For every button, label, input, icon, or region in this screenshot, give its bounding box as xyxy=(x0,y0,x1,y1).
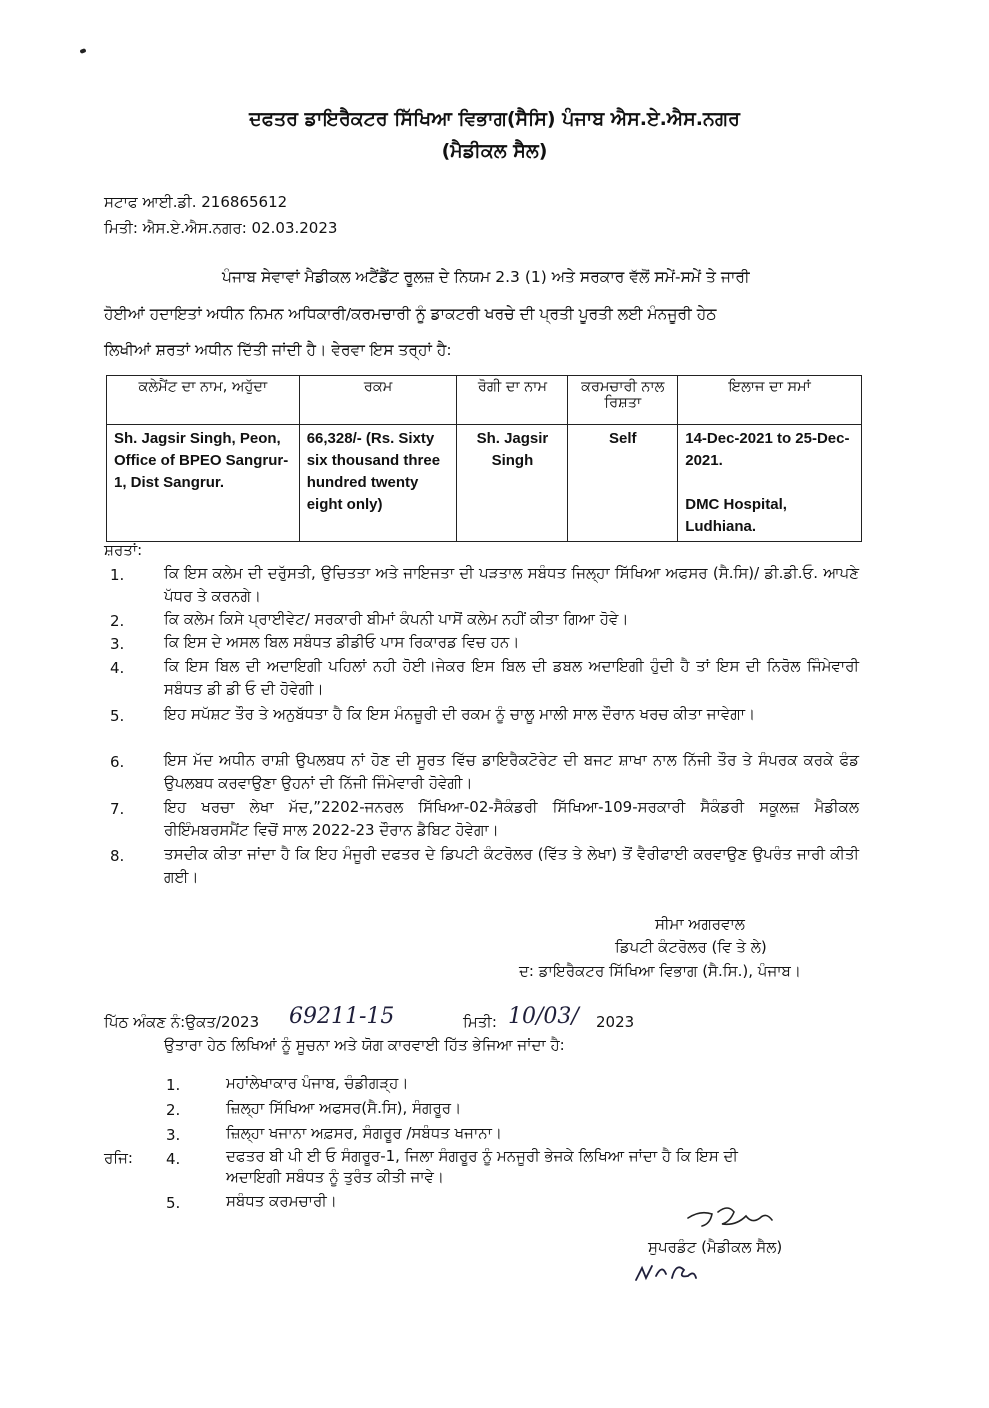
issue-date: ਮਿਤੀ: ਐਸ.ਏ.ਐਸ.ਨਗਰ: 02.03.2023 xyxy=(104,219,338,237)
copy-number: 4. xyxy=(166,1150,181,1168)
condition-text: ਕਿ ਕਲੇਮ ਕਿਸੇ ਪ੍ਰਾਈਵੇਟ/ ਸਰਕਾਰੀ ਬੀਮਾਂ ਕੰਪਨੀ ਪਾਸੋਂ ਕਲੇਮ ਨਹੀਂ ਕੀਤਾ ਗਿਆ ਹੋਵੇ। xyxy=(164,610,629,628)
condition-text: ਇਸ ਮੱਦ ਅਧੀਨ ਰਾਸ਼ੀ ਉਪਲਬਧ ਨਾਂ ਹੋਣ ਦੀ ਸੂਰਤ ਵਿੱਚ ਡਾਇਰੈਕਟੋਰੇਟ ਦੀ ਬਜਟ ਸ਼ਾਖਾ ਨਾਲ ਨਿੱਜੀ ਤੌਰ ਤੇ ਸੰਪਰਕ ਕਰਕੇ ਫੰਡ ਉਪਲਬਧ ਕਰਵਾਉਣਾ ਉਹਨਾਂ ਦੀ ਨਿੱਜੀ ਜਿੰਮੇਵਾਰੀ ਹੋਵੇਗੀ। xyxy=(164,751,859,792)
copy-recipient: ਦਫਤਰ ਬੀ ਪੀ ਈ ਓ ਸੰਗਰੂਰ-1, ਜਿਲਾ ਸੰਗਰੂਰ ਨੂੰ ਮਨਜੂਰੀ ਭੇਜਕੇ ਲਿਖਿਆ ਜਾਂਦਾ ਹੈ ਕਿ ਇਸ ਦੀ xyxy=(226,1147,738,1165)
cell-title: (ਮੈਡੀਕਲ ਸੈਲ) xyxy=(441,140,548,162)
table-header-row xyxy=(107,376,862,425)
conditions-heading: ਸ਼ਰਤਾਂ: xyxy=(104,541,143,559)
condition-text: ਇਹ ਖਰਚਾ ਲੇਖਾ ਮੱਦ,”2202-ਜਨਰਲ ਸਿੱਖਿਆ-02-ਸੈਕੰਡਰੀ ਸਿੱਖਿਆ-109-ਸਰਕਾਰੀ ਸੈਕੰਡਰੀ ਸਕੂਲਜ਼ ਮੈਡੀਕਲ ਰੀਇੰਮਬਰਸਮੈਂਟ ਵਿਚੋਂ ਸਾਲ 2022-23 ਦੌਰਾਨ ਡੈਬਿਟ ਹੋਵੇਗਾ। xyxy=(164,798,859,839)
copy-number: 2. xyxy=(166,1101,181,1119)
registered-label: ਰਜਿ: xyxy=(104,1149,133,1167)
table-row xyxy=(107,425,862,542)
copy-recipient: ਮਹਾਂਲੇਖਾਕਾਰ ਪੰਜਾਬ, ਚੰਡੀਗੜ੍ਹ। xyxy=(226,1074,409,1092)
treatment-period: 14-Dec-2021 to 25-Dec-2021. xyxy=(685,430,850,469)
condition-number: 5. xyxy=(110,707,125,725)
header-relation: ਕਰਮਚਾਰੀ ਨਾਲ ਰਿਸ਼ਤਾ xyxy=(568,376,678,425)
condition-number: 3. xyxy=(110,635,125,653)
endorsement-date-year: 2023 xyxy=(596,1013,635,1031)
header-claimant: ਕਲੇਮੈਂਟ ਦਾ ਨਾਮ, ਅਹੁੱਦਾ xyxy=(107,376,300,425)
intro-line-2: ਹੋਈਆਂ ਹਦਾਇਤਾਂ ਅਧੀਨ ਨਿਮਨ ਅਧਿਕਾਰੀ/ਕਰਮਚਾਰੀ ਨੂੰ ਡਾਕਟਰੀ ਖਰਚੇ ਦੀ ਪ੍ਰਤੀ ਪੂਰਤੀ ਲਈ ਮੰਨਜੂਰੀ ਹੇਠ xyxy=(104,305,717,323)
superintendent-signature xyxy=(680,1198,790,1236)
condition-text: ਇਹ ਸਪੱਸ਼ਟ ਤੌਰ ਤੇ ਅਨੁਬੱਧਤਾ ਹੈ ਕਿ ਇਸ ਮੰਨਜ਼ੂਰੀ ਦੀ ਰਕਮ ਨੂੰ ਚਾਲੂ ਮਾਲੀ ਸਾਲ ਦੌਰਾਨ ਖਰਚ ਕੀਤਾ ਜਾਵੇਗਾ। xyxy=(164,705,756,723)
endorsement-ref-label: ਪਿੱਠ ਅੰਕਣ ਨੰ:ਉਕਤ/2023 xyxy=(104,1013,260,1031)
initials-scribble xyxy=(632,1256,702,1286)
hospital-name: DMC Hospital, Ludhiana. xyxy=(685,496,787,535)
condition-number: 8. xyxy=(110,847,125,865)
condition-number: 1. xyxy=(110,566,125,584)
intro-line-3: ਲਿਖੀਆਂ ਸ਼ਰਤਾਂ ਅਧੀਨ ਦਿੱਤੀ ਜਾਂਦੀ ਹੈ। ਵੇਰਵਾ ਇਸ ਤਰ੍ਹਾਂ ਹੈ: xyxy=(104,341,452,359)
claim-details-table xyxy=(106,375,862,542)
condition-text: ਕਿ ਇਸ ਬਿਲ ਦੀ ਅਦਾਇਗੀ ਪਹਿਲਾਂ ਨਹੀ ਹੋਈ।ਜੇਕਰ ਇਸ ਬਿਲ ਦੀ ਡਬਲ ਅਦਾਇਗੀ ਹੁੰਦੀ ਹੈ ਤਾਂ ਇਸ ਦੀ ਨਿਰੋਲ ਜਿੰਮੇਵਾਰੀ ਸਬੰਧਤ ਡੀ ਡੀ ਓ ਦੀ ਹੋਵੇਗੀ। xyxy=(164,657,859,698)
copy-number: 3. xyxy=(166,1126,181,1144)
condition-number: 4. xyxy=(110,659,125,677)
copy-recipient: ਜ਼ਿਲ੍ਹਾ ਖਜਾਨਾ ਅਫ਼ਸਰ, ਸੰਗਰੂਰ /ਸਬੰਧਤ ਖਜਾਨਾ। xyxy=(226,1124,503,1142)
cell-period xyxy=(678,425,862,542)
endorsement-date-handwritten: 10/03/ xyxy=(508,1004,579,1029)
scan-speck xyxy=(79,48,86,54)
header-amount: ਰਕਮ xyxy=(299,376,457,425)
cell-amount: 66,328/- (Rs. Sixty six thousand three hundred twenty eight only) xyxy=(299,425,457,542)
condition-text: ਤਸਦੀਕ ਕੀਤਾ ਜਾਂਦਾ ਹੈ ਕਿ ਇਹ ਮੰਜੂਰੀ ਦਫਤਰ ਦੇ ਡਿਪਟੀ ਕੰਟਰੋਲਰ (ਵਿੱਤ ਤੇ ਲੇਖਾ) ਤੋਂ ਵੈਰੀਫਾਈ ਕਰਵਾਉਣ ਉਪਰੰਤ ਜਾਰੀ ਕੀਤੀ ਗਈ। xyxy=(164,845,859,886)
signatory-designation: ਡਿਪਟੀ ਕੰਟਰੋਲਰ (ਵਿ ਤੇ ਲੇ) xyxy=(615,938,767,956)
condition-number: 6. xyxy=(110,753,125,771)
superintendent-designation: ਸੁਪਰਡੰਟ (ਮੈਡੀਕਲ ਸੈਲ) xyxy=(648,1238,783,1256)
cell-claimant: Sh. Jagsir Singh, Peon, Office of BPEO Sangrur-1, Dist Sangrur. xyxy=(107,425,300,542)
staff-id: ਸਟਾਫ ਆਈ.ਡੀ. 216865612 xyxy=(104,193,288,211)
header-period: ਇਲਾਜ ਦਾ ਸਮਾਂ xyxy=(678,376,862,425)
office-title: ਦਫਤਰ ਡਾਇਰੈਕਟਰ ਸਿੱਖਿਆ ਵਿਭਾਗ(ਸੈਸਿ) ਪੰਜਾਬ ਐਸ.ਏ.ਐਸ.ਨਗਰ xyxy=(249,108,740,130)
cell-patient: Sh. Jagsir Singh xyxy=(457,425,568,542)
intro-line-1: ਪੰਜਾਬ ਸੇਵਾਵਾਂ ਮੈਡੀਕਲ ਅਟੈਂਡੈਂਟ ਰੂਲਜ਼ ਦੇ ਨਿਯਮ 2.3 (1) ਅਤੇ ਸਰਕਾਰ ਵੱਲੋਂ ਸਮੇਂ-ਸਮੇਂ ਤੇ ਜਾਰੀ xyxy=(222,268,750,286)
signatory-name: ਸੀਮਾ ਅਗਰਵਾਲ xyxy=(655,915,745,933)
copy-recipient: ਸਬੰਧਤ ਕਰਮਚਾਰੀ। xyxy=(226,1192,337,1210)
copy-number: 1. xyxy=(166,1076,181,1094)
copy-recipient-continued: ਅਦਾਇਗੀ ਸਬੰਧਤ ਨੂੰ ਤੁਰੰਤ ਕੀਤੀ ਜਾਵੇ। xyxy=(226,1168,445,1186)
header-patient: ਰੋਗੀ ਦਾ ਨਾਮ xyxy=(457,376,568,425)
condition-number: 2. xyxy=(110,612,125,630)
cell-relation: Self xyxy=(568,425,678,542)
copy-number: 5. xyxy=(166,1194,181,1212)
copy-recipient: ਜ਼ਿਲ੍ਹਾ ਸਿੱਖਿਆ ਅਫਸਰ(ਸੈ.ਸਿ), ਸੰਗਰੂਰ। xyxy=(226,1099,462,1117)
condition-text: ਕਿ ਇਸ ਦੇ ਅਸਲ ਬਿਲ ਸਬੰਧਤ ਡੀਡੀਓ ਪਾਸ ਰਿਕਾਰਡ ਵਿਚ ਹਨ। xyxy=(164,633,520,651)
signatory-office: ਦ: ਡਾਇਰੈਕਟਰ ਸਿੱਖਿਆ ਵਿਭਾਗ (ਸੈ.ਸਿ.), ਪੰਜਾਬ। xyxy=(519,962,802,980)
condition-number: 7. xyxy=(110,800,125,818)
endorsement-date-label: ਮਿਤੀ: xyxy=(463,1013,497,1031)
endorsement-ref-number: 69211-15 xyxy=(289,1004,395,1029)
endorsement-intro: ਉਤਾਰਾ ਹੇਠ ਲਿਖਿਆਂ ਨੂੰ ਸੂਚਨਾ ਅਤੇ ਯੋਗ ਕਾਰਵਾਈ ਹਿੱਤ ਭੇਜਿਆ ਜਾਂਦਾ ਹੈ: xyxy=(164,1036,565,1054)
condition-text: ਕਿ ਇਸ ਕਲੇਮ ਦੀ ਦਰੁੱਸਤੀ, ਉਚਿਤਤਾ ਅਤੇ ਜਾਇਜਤਾ ਦੀ ਪੜਤਾਲ ਸਬੰਧਤ ਜਿਲ੍ਹਾ ਸਿੱਖਿਆ ਅਫਸਰ (ਸੈ.ਸਿ)/ ਡੀ.ਡੀ.ਓ. ਆਪਣੇ ਪੱਧਰ ਤੇ ਕਰਨਗੇ। xyxy=(164,564,859,605)
